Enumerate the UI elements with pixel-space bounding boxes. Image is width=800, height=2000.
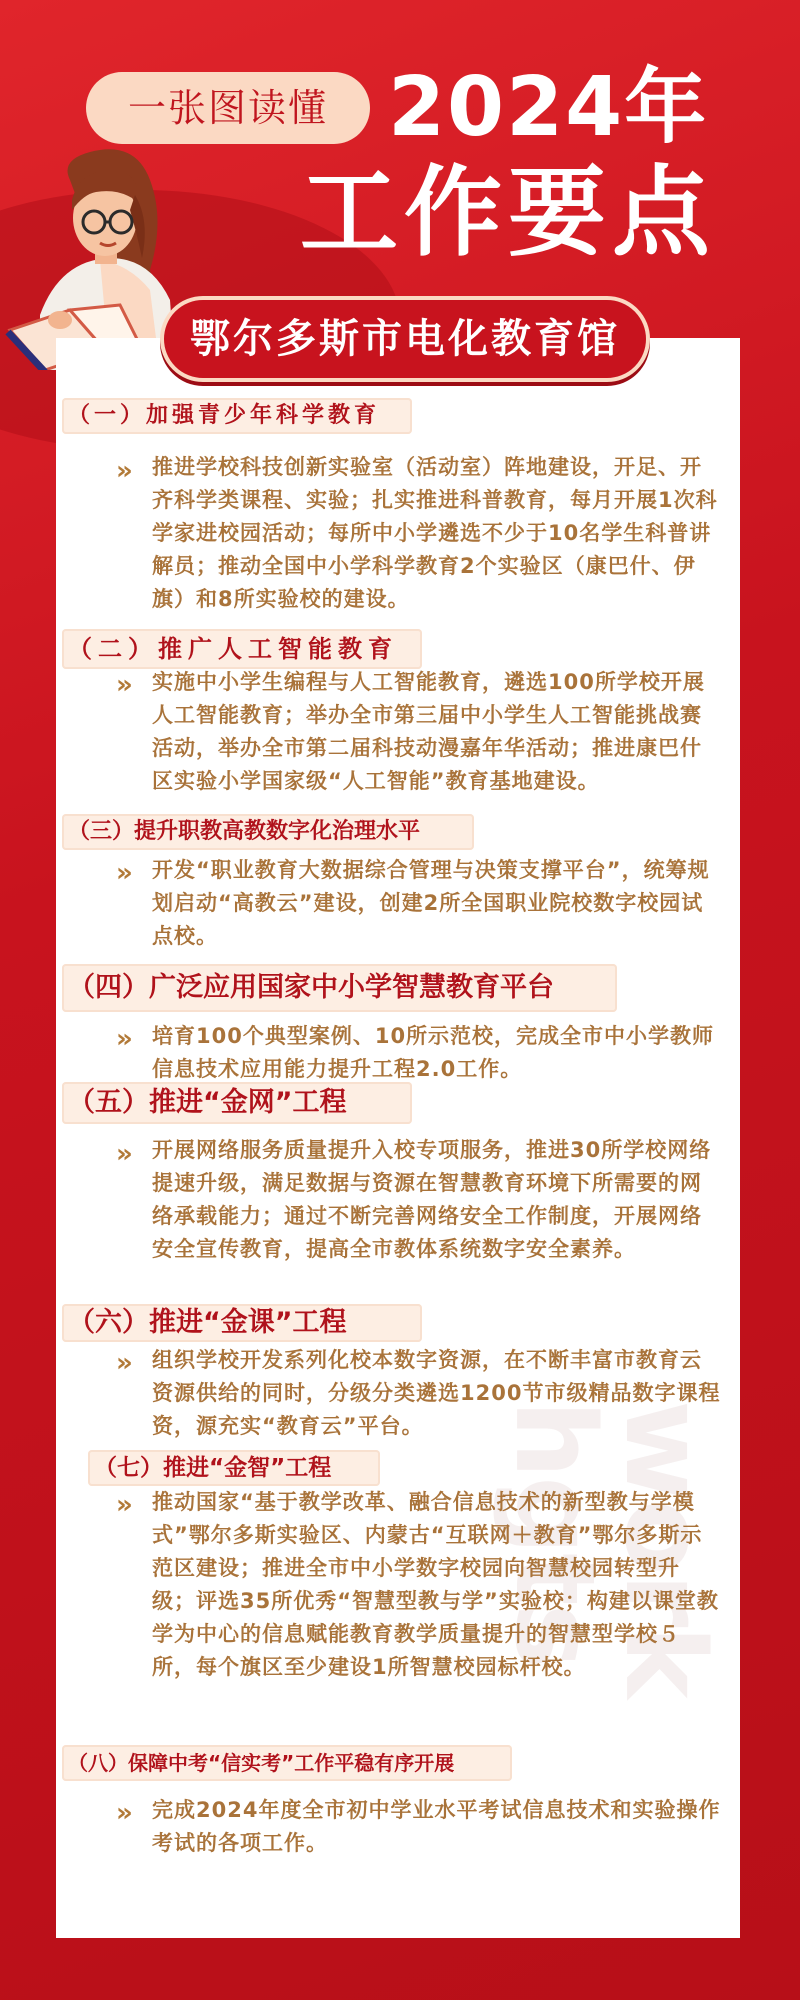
section-text-2: 实施中小学生编程与人工智能教育，遴选100所学校开展人工智能教育；举办全市第三届中小学生人工智能挑战赛活动，举办全市第二届科技动漫嘉年华活动；推进康巴什区实验小学国家级“人工智能”教育基地建设。 xyxy=(152,670,705,793)
section-text-4: 培育100个典型案例、10所示范校，完成全市中小学教师信息技术应用能力提升工程2.0工作。 xyxy=(152,1024,715,1081)
organization-banner: 鄂尔多斯市电化教育馆 xyxy=(160,296,650,382)
section-heading-8: （八）保障中考“信实考”工作平稳有序开展 xyxy=(62,1745,512,1781)
main-title: 工作要点 xyxy=(300,156,717,270)
section-heading-7: （七）推进“金智”工程 xyxy=(88,1450,380,1486)
watermark-text: work hgts xyxy=(491,1400,729,1697)
section-text-8: 完成2024年度全市初中学业水平考试信息技术和实验操作考试的各项工作。 xyxy=(152,1798,721,1855)
section-heading-2: （二）推广人工智能教育 xyxy=(62,629,422,669)
section-text-3: 开发“职业教育大数据综合管理与决策支撑平台”，统筹规划启动“高教云”建设，创建2所全国职业院校数字校园试点校。 xyxy=(152,858,710,948)
section-text-5: 开展网络服务质量提升入校专项服务，推进30所学校网络提速升级，满足数据与资源在智慧教育环境下所需要的网络承载能力；通过不断完善网络安全工作制度，开展网络安全宣传教育，提高全市教体系统数字安全素养。 xyxy=(152,1138,712,1261)
year-title: 2024年 xyxy=(388,60,709,155)
chevron-right-icon: » xyxy=(116,1798,133,1828)
section-text-1: 推进学校科技创新实验室（活动室）阵地建设，开足、开齐科学类课程、实验；扎实推进科普教育，每月开展1次科学家进校园活动；每所中小学遴选不少于10名学生科普讲解员；推动全国中小学科学教育2个实验区（康巴什、伊旗）和8所实验校的建设。 xyxy=(152,455,718,611)
chevron-right-icon: » xyxy=(116,1348,133,1378)
header-tag: 一张图读懂 xyxy=(86,72,370,144)
chevron-right-icon: » xyxy=(116,456,133,486)
chevron-right-icon: » xyxy=(116,670,133,700)
section-heading-5: （五）推进“金网”工程 xyxy=(62,1082,412,1124)
section-text-6: 组织学校开发系列化校本数字资源，在不断丰富市教育云资源供给的同时，分级分类遴选1200节市级精品数字课程资，源充实“教育云”平台。 xyxy=(152,1348,721,1438)
section-heading-3: （三）提升职教高教数字化治理水平 xyxy=(62,814,474,850)
chevron-right-icon: » xyxy=(116,858,133,888)
section-heading-1: （一）加强青少年科学教育 xyxy=(62,398,412,434)
section-heading-4: （四）广泛应用国家中小学智慧教育平台 xyxy=(62,964,617,1012)
chevron-right-icon: » xyxy=(116,1024,133,1054)
chevron-right-icon: » xyxy=(116,1139,133,1169)
chevron-right-icon: » xyxy=(116,1490,133,1520)
section-text-7: 推动国家“基于教学改革、融合信息技术的新型教与学模式”鄂尔多斯实验区、内蒙古“互联网＋教育”鄂尔多斯示范区建设；推进全市中小学数字校园向智慧校园转型升级；评选35所优秀“智慧型教与学”实验校；构建以课堂教学为中心的信息赋能教育教学质量提升的智慧型学校５所，每个旗区至少建设1所智慧校园标杆校。 xyxy=(152,1490,719,1679)
section-heading-6: （六）推进“金课”工程 xyxy=(62,1304,422,1342)
